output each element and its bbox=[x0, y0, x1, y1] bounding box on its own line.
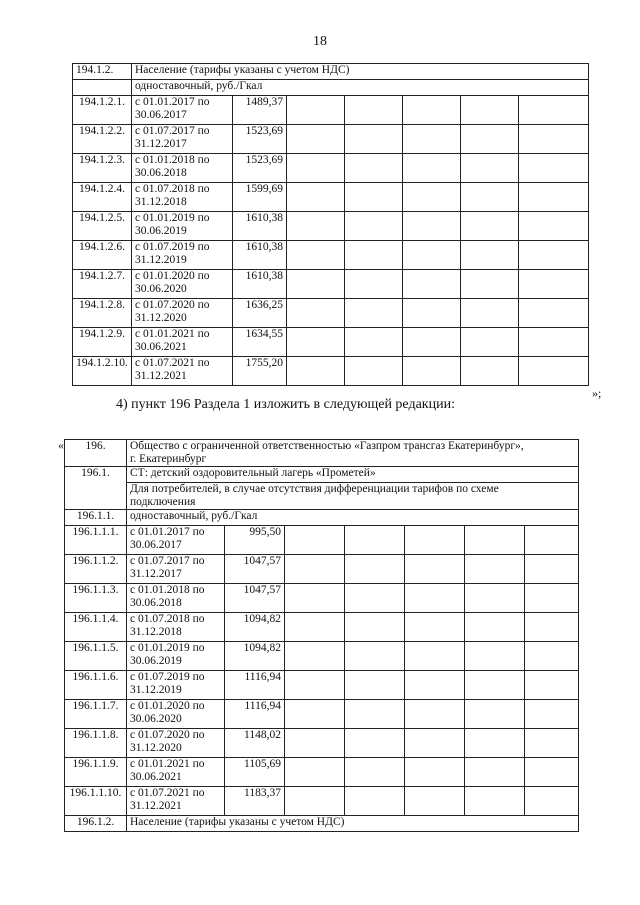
empty-cell bbox=[285, 526, 345, 555]
empty-cell bbox=[525, 613, 579, 642]
row-period: с 01.07.2021 по 31.12.2021 bbox=[132, 357, 233, 386]
empty-cell bbox=[465, 758, 525, 787]
rate-row bbox=[65, 510, 579, 526]
empty-cell bbox=[519, 154, 589, 183]
row-value: 1183,37 bbox=[225, 787, 285, 816]
footer-row bbox=[65, 816, 579, 832]
row-value: 1094,82 bbox=[225, 613, 285, 642]
consumers-row bbox=[65, 483, 579, 510]
empty-cell bbox=[287, 241, 345, 270]
empty-cell bbox=[525, 671, 579, 700]
empty-cell bbox=[403, 270, 461, 299]
empty-cell bbox=[461, 125, 519, 154]
empty-cell bbox=[405, 584, 465, 613]
empty-cell bbox=[287, 299, 345, 328]
empty-cell bbox=[461, 357, 519, 386]
empty-cell bbox=[403, 212, 461, 241]
row-code: 194.1.2.1. bbox=[73, 96, 132, 125]
empty-cell bbox=[405, 613, 465, 642]
empty-cell bbox=[285, 555, 345, 584]
empty-cell bbox=[285, 584, 345, 613]
table-row bbox=[73, 125, 589, 154]
row-period: с 01.07.2019 по 31.12.2019 bbox=[132, 241, 233, 270]
row-code: 194.1.2.2. bbox=[73, 125, 132, 154]
empty-cell bbox=[525, 700, 579, 729]
empty-cell bbox=[287, 212, 345, 241]
row-period: с 01.07.2017 по 31.12.2017 bbox=[132, 125, 233, 154]
empty-cell bbox=[525, 787, 579, 816]
table-row bbox=[73, 183, 589, 212]
table-row bbox=[65, 526, 579, 555]
empty-cell bbox=[345, 241, 403, 270]
opening-quote: « bbox=[58, 438, 64, 452]
empty-cell bbox=[287, 183, 345, 212]
empty-cell bbox=[287, 154, 345, 183]
subheader-code bbox=[73, 80, 132, 96]
row-period: с 01.07.2018 по 31.12.2018 bbox=[127, 613, 225, 642]
row-value: 1523,69 bbox=[233, 125, 287, 154]
empty-cell bbox=[405, 671, 465, 700]
table-row bbox=[65, 758, 579, 787]
empty-cell bbox=[403, 328, 461, 357]
row-period: с 01.01.2019 по 30.06.2019 bbox=[127, 642, 225, 671]
row-value: 1610,38 bbox=[233, 212, 287, 241]
empty-cell bbox=[465, 526, 525, 555]
empty-cell bbox=[465, 584, 525, 613]
empty-cell bbox=[403, 154, 461, 183]
empty-cell bbox=[519, 357, 589, 386]
empty-cell bbox=[461, 154, 519, 183]
row-period: с 01.01.2018 по 30.06.2018 bbox=[132, 154, 233, 183]
empty-cell bbox=[519, 125, 589, 154]
row-period: с 01.07.2019 по 31.12.2019 bbox=[127, 671, 225, 700]
empty-cell bbox=[519, 270, 589, 299]
empty-cell bbox=[345, 758, 405, 787]
empty-cell bbox=[519, 299, 589, 328]
rate-text: одноставочный, руб./Гкал bbox=[127, 510, 579, 526]
empty-cell bbox=[345, 299, 403, 328]
row-period: с 01.07.2017 по 31.12.2017 bbox=[127, 555, 225, 584]
row-code: 194.1.2.3. bbox=[73, 154, 132, 183]
row-value: 1116,94 bbox=[225, 671, 285, 700]
empty-cell bbox=[345, 357, 403, 386]
row-period: с 01.01.2021 по 30.06.2021 bbox=[132, 328, 233, 357]
tariff-table-194 bbox=[72, 63, 589, 386]
row-period: с 01.01.2017 по 30.06.2017 bbox=[132, 96, 233, 125]
row-code: 196.1.1.7. bbox=[65, 700, 127, 729]
table-row bbox=[65, 700, 579, 729]
table-subheader-row bbox=[73, 80, 589, 96]
row-value: 1094,82 bbox=[225, 642, 285, 671]
empty-cell bbox=[519, 212, 589, 241]
empty-cell bbox=[345, 328, 403, 357]
empty-cell bbox=[285, 700, 345, 729]
row-value: 1523,69 bbox=[233, 154, 287, 183]
subheader-text: одноставочный, руб./Гкал bbox=[132, 80, 589, 96]
row-value: 1755,20 bbox=[233, 357, 287, 386]
empty-cell bbox=[345, 729, 405, 758]
table-row bbox=[65, 787, 579, 816]
row-value: 1116,94 bbox=[225, 700, 285, 729]
table-row bbox=[65, 613, 579, 642]
empty-cell bbox=[345, 584, 405, 613]
row-value: 1636,25 bbox=[233, 299, 287, 328]
empty-cell bbox=[461, 328, 519, 357]
empty-cell bbox=[345, 183, 403, 212]
empty-cell bbox=[405, 729, 465, 758]
table-row bbox=[73, 241, 589, 270]
row-value: 1610,38 bbox=[233, 270, 287, 299]
empty-cell bbox=[405, 642, 465, 671]
row-code: 194.1.2.5. bbox=[73, 212, 132, 241]
row-period: с 01.01.2019 по 30.06.2019 bbox=[132, 212, 233, 241]
empty-cell bbox=[519, 328, 589, 357]
empty-cell bbox=[465, 671, 525, 700]
empty-cell bbox=[345, 555, 405, 584]
empty-cell bbox=[345, 96, 403, 125]
row-code: 196.1.1.4. bbox=[65, 613, 127, 642]
empty-cell bbox=[519, 96, 589, 125]
row-code: 194.1.2.4. bbox=[73, 183, 132, 212]
empty-cell bbox=[525, 642, 579, 671]
empty-cell bbox=[287, 125, 345, 154]
st-code: 196.1. bbox=[65, 467, 127, 510]
empty-cell bbox=[345, 125, 403, 154]
empty-cell bbox=[345, 526, 405, 555]
row-value: 1148,02 bbox=[225, 729, 285, 758]
empty-cell bbox=[465, 613, 525, 642]
row-period: с 01.01.2020 по 30.06.2020 bbox=[127, 700, 225, 729]
table-row bbox=[65, 671, 579, 700]
row-period: с 01.07.2020 по 31.12.2020 bbox=[127, 729, 225, 758]
row-period: с 01.01.2020 по 30.06.2020 bbox=[132, 270, 233, 299]
table-row bbox=[73, 270, 589, 299]
empty-cell bbox=[465, 642, 525, 671]
row-period: с 01.01.2021 по 30.06.2021 bbox=[127, 758, 225, 787]
row-code: 196.1.1.1. bbox=[65, 526, 127, 555]
table-row bbox=[65, 642, 579, 671]
empty-cell bbox=[345, 671, 405, 700]
row-code: 196.1.1.10. bbox=[65, 787, 127, 816]
row-code: 194.1.2.10. bbox=[73, 357, 132, 386]
empty-cell bbox=[405, 555, 465, 584]
row-code: 196.1.1.5. bbox=[65, 642, 127, 671]
table-row bbox=[65, 555, 579, 584]
st-text: СТ: детский оздоровительный лагерь «Прометей» bbox=[127, 467, 579, 483]
empty-cell bbox=[465, 555, 525, 584]
empty-cell bbox=[405, 526, 465, 555]
table-row bbox=[73, 154, 589, 183]
empty-cell bbox=[465, 729, 525, 758]
empty-cell bbox=[285, 787, 345, 816]
row-code: 194.1.2.7. bbox=[73, 270, 132, 299]
row-code: 194.1.2.6. bbox=[73, 241, 132, 270]
row-period: с 01.01.2017 по 30.06.2017 bbox=[127, 526, 225, 555]
row-code: 196.1.1.8. bbox=[65, 729, 127, 758]
empty-cell bbox=[287, 96, 345, 125]
header-text: Население (тарифы указаны с учетом НДС) bbox=[132, 64, 589, 80]
row-period: с 01.07.2020 по 31.12.2020 bbox=[132, 299, 233, 328]
empty-cell bbox=[287, 328, 345, 357]
instruction-text: 4) пункт 196 Раздела 1 изложить в следующей редакции: bbox=[116, 397, 455, 412]
consumers-text: Для потребителей, в случае отсутствия дифференциации тарифов по схеме подключения bbox=[127, 483, 579, 510]
table-row bbox=[73, 357, 589, 386]
empty-cell bbox=[405, 700, 465, 729]
empty-cell bbox=[285, 613, 345, 642]
empty-cell bbox=[285, 671, 345, 700]
empty-cell bbox=[405, 758, 465, 787]
row-code: 194.1.2.9. bbox=[73, 328, 132, 357]
empty-cell bbox=[285, 642, 345, 671]
empty-cell bbox=[345, 212, 403, 241]
table-header-row bbox=[73, 64, 589, 80]
page-number: 18 bbox=[313, 34, 327, 49]
organization-row bbox=[65, 440, 579, 467]
empty-cell bbox=[285, 758, 345, 787]
row-period: с 01.07.2021 по 31.12.2021 bbox=[127, 787, 225, 816]
table-row bbox=[73, 299, 589, 328]
table-row bbox=[73, 212, 589, 241]
row-value: 1105,69 bbox=[225, 758, 285, 787]
row-value: 1489,37 bbox=[233, 96, 287, 125]
empty-cell bbox=[461, 299, 519, 328]
row-code: 194.1.2.8. bbox=[73, 299, 132, 328]
table-row bbox=[73, 96, 589, 125]
row-value: 1599,69 bbox=[233, 183, 287, 212]
table-row bbox=[65, 729, 579, 758]
row-value: 995,50 bbox=[225, 526, 285, 555]
footer-text: Население (тарифы указаны с учетом НДС) bbox=[127, 816, 579, 832]
empty-cell bbox=[345, 787, 405, 816]
table-row bbox=[65, 584, 579, 613]
empty-cell bbox=[519, 183, 589, 212]
empty-cell bbox=[461, 241, 519, 270]
empty-cell bbox=[519, 241, 589, 270]
row-code: 196.1.1.2. bbox=[65, 555, 127, 584]
org-name: Общество с ограниченной ответственностью «Газпром трансгаз Екатеринбург», г. Екатеринбург bbox=[127, 440, 579, 467]
empty-cell bbox=[403, 357, 461, 386]
empty-cell bbox=[287, 357, 345, 386]
header-code: 194.1.2. bbox=[73, 64, 132, 80]
row-value: 1047,57 bbox=[225, 555, 285, 584]
closing-quote: »; bbox=[592, 386, 602, 400]
empty-cell bbox=[345, 642, 405, 671]
row-code: 196.1.1.9. bbox=[65, 758, 127, 787]
empty-cell bbox=[465, 700, 525, 729]
row-code: 196.1.1.6. bbox=[65, 671, 127, 700]
row-period: с 01.07.2018 по 31.12.2018 bbox=[132, 183, 233, 212]
row-code: 196.1.1.3. bbox=[65, 584, 127, 613]
rate-code: 196.1.1. bbox=[65, 510, 127, 526]
empty-cell bbox=[461, 183, 519, 212]
row-value: 1047,57 bbox=[225, 584, 285, 613]
empty-cell bbox=[461, 96, 519, 125]
empty-cell bbox=[403, 299, 461, 328]
empty-cell bbox=[461, 270, 519, 299]
empty-cell bbox=[403, 241, 461, 270]
org-code: 196. bbox=[65, 440, 127, 467]
empty-cell bbox=[345, 270, 403, 299]
empty-cell bbox=[461, 212, 519, 241]
empty-cell bbox=[287, 270, 345, 299]
table-row bbox=[73, 328, 589, 357]
empty-cell bbox=[403, 125, 461, 154]
empty-cell bbox=[525, 758, 579, 787]
empty-cell bbox=[345, 700, 405, 729]
empty-cell bbox=[403, 96, 461, 125]
empty-cell bbox=[525, 555, 579, 584]
empty-cell bbox=[525, 584, 579, 613]
empty-cell bbox=[465, 787, 525, 816]
row-value: 1610,38 bbox=[233, 241, 287, 270]
empty-cell bbox=[345, 154, 403, 183]
st-row bbox=[65, 467, 579, 483]
row-value: 1634,55 bbox=[233, 328, 287, 357]
tariff-table-196 bbox=[64, 439, 579, 832]
empty-cell bbox=[525, 526, 579, 555]
footer-code: 196.1.2. bbox=[65, 816, 127, 832]
empty-cell bbox=[345, 613, 405, 642]
empty-cell bbox=[525, 729, 579, 758]
empty-cell bbox=[403, 183, 461, 212]
row-period: с 01.01.2018 по 30.06.2018 bbox=[127, 584, 225, 613]
empty-cell bbox=[285, 729, 345, 758]
empty-cell bbox=[405, 787, 465, 816]
